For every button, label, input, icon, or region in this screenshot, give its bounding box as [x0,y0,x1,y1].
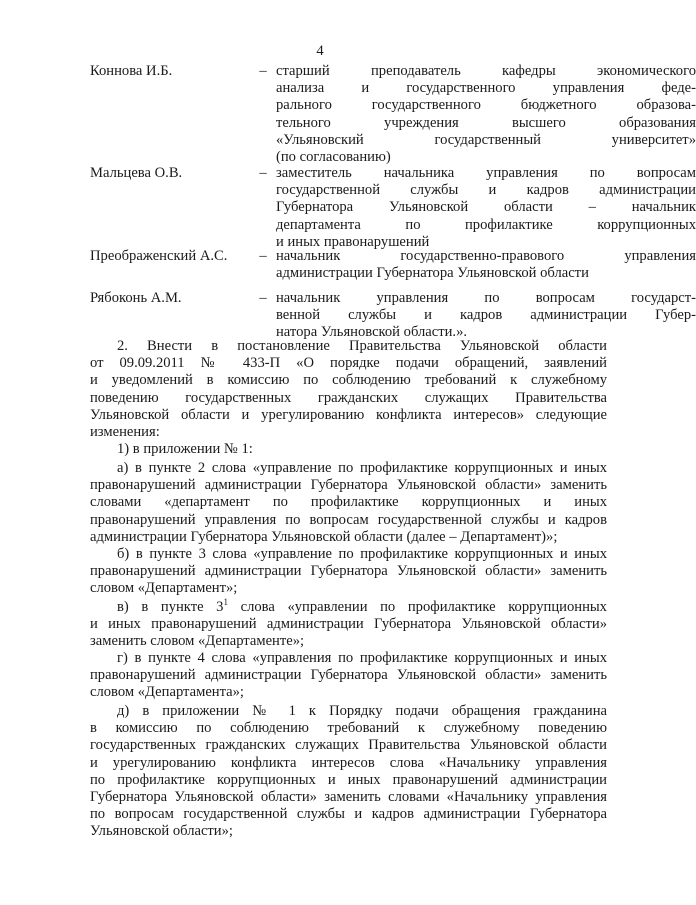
text-line: Губернатора Ульяновской области – начальник [276,199,696,216]
text-line: в комиссию по соблюдению требований к служебному поведению [90,720,607,737]
text-line: начальник государственно-правового управления [276,248,696,264]
text-line: начальник управления по вопросам государст- [276,290,696,306]
text-line: Губернатора Ульяновской области» заменить словами «Начальнику управления [90,789,607,806]
member-position [276,63,696,166]
text-line: тельного учреждения высшего образования [276,114,696,131]
paragraph-point-v [90,599,607,651]
text-line: д) в приложении № 1 к Порядку подачи обращения гражданина [117,703,607,719]
paragraph-point-a [90,460,607,546]
text-line: изменения: [90,424,160,441]
text-line: словом «Департамент»; [90,580,238,597]
text-line: поведению государственных гражданских служащих Правительства [90,389,607,406]
text-line: (по согласованию) [276,149,391,166]
text-line: словами «департамент по профилактике коррупционных и иных [90,494,607,511]
text-line: Ульяновской области и урегулированию конфликта интересов» следующие [90,406,607,423]
text-line: администрации Губернатора Ульяновской области (далее – Департамент)»; [90,528,558,545]
text-line: старший преподаватель кафедры экономического [276,63,696,79]
text-line: анализа и государственного управления феде- [276,80,696,97]
paragraph-point-b [90,546,607,598]
text-line: правонарушений администрации Губернатора Ульяновской области» заменить [90,563,607,580]
member-name: Рябоконь А.М. [90,290,182,306]
text-line: и иных правонарушений администрации Губернатора Ульяновской области» [90,616,607,633]
member-name: Преображенский А.С. [90,248,228,264]
text-line: 1) в приложении № 1: [117,441,253,457]
text-line: и урегулированию конфликта интересов слова «Начальнику управления [90,754,607,771]
member-position [276,290,696,342]
text-line: и уведомлений в комиссию по соблюдению требований к служебному [90,372,607,389]
text-line: и иных правонарушений [276,233,430,250]
member-dash: – [259,63,267,79]
member-position [276,165,696,251]
paragraph-item-2 [90,338,607,441]
member-name: Коннова И.Б. [90,63,173,79]
text-line: по вопросам государственной службы и кадров администрации Губернатора [90,806,607,823]
text-line: правонарушений администрации Губернатора Ульяновской области» заменить [90,667,607,684]
text-line: государственной службы и кадров администрации [276,182,696,199]
text-line: по профилактике коррупционных и иных правонарушений администрации [90,771,607,788]
text-line: рального государственного бюджетного образова- [276,97,696,114]
member-dash: – [259,248,267,264]
text-line: от 09.09.2011 № 433-П «О порядке подачи обращений, заявлений [90,355,607,372]
text-line: правонарушений администрации Губернатора Ульяновской области» заменить [90,477,607,494]
text-line: администрации Губернатора Ульяновской области [276,265,589,282]
page-number: 4 [316,43,324,59]
text-line: а) в пункте 2 слова «управление по профилактике коррупционных и иных [117,460,607,476]
paragraph-subitem-1 [90,441,607,458]
text-line: 2. Внести в постановление Правительства Ульяновской области [117,338,607,354]
text-line: заменить словом «Департаменте»; [90,633,305,650]
text-line [90,599,607,616]
member-position [276,248,696,282]
member-dash: – [259,165,267,181]
text-line: заместитель начальника управления по вопросам [276,165,696,181]
text-line: венной службы и кадров администрации Губер- [276,307,696,324]
superscript: 1 [223,597,228,607]
text-fragment: в) в пункте 3 [117,599,224,615]
text-line: словом «Департамента»; [90,684,244,701]
text-line: «Ульяновский государственный университет» [276,131,696,148]
paragraph-point-d [90,703,607,841]
paragraph-point-g [90,650,607,702]
member-dash: – [259,290,267,306]
text-fragment: слова «управлении по профилактике коррупционных [227,599,607,615]
text-line: правонарушений управления по вопросам государственной службы и кадров [90,511,607,528]
member-name: Мальцева О.В. [90,165,183,181]
text-line: государственных гражданских служащих Правительства Ульяновской области [90,737,607,754]
text-line: Ульяновской области»; [90,823,233,840]
text-line: департамента по профилактике коррупционных [276,216,696,233]
text-line: б) в пункте 3 слова «управление по профилактике коррупционных и иных [117,546,607,562]
text-line: натора Ульяновской области.». [276,324,468,341]
text-line: г) в пункте 4 слова «управления по профилактике коррупционных и иных [117,650,607,666]
